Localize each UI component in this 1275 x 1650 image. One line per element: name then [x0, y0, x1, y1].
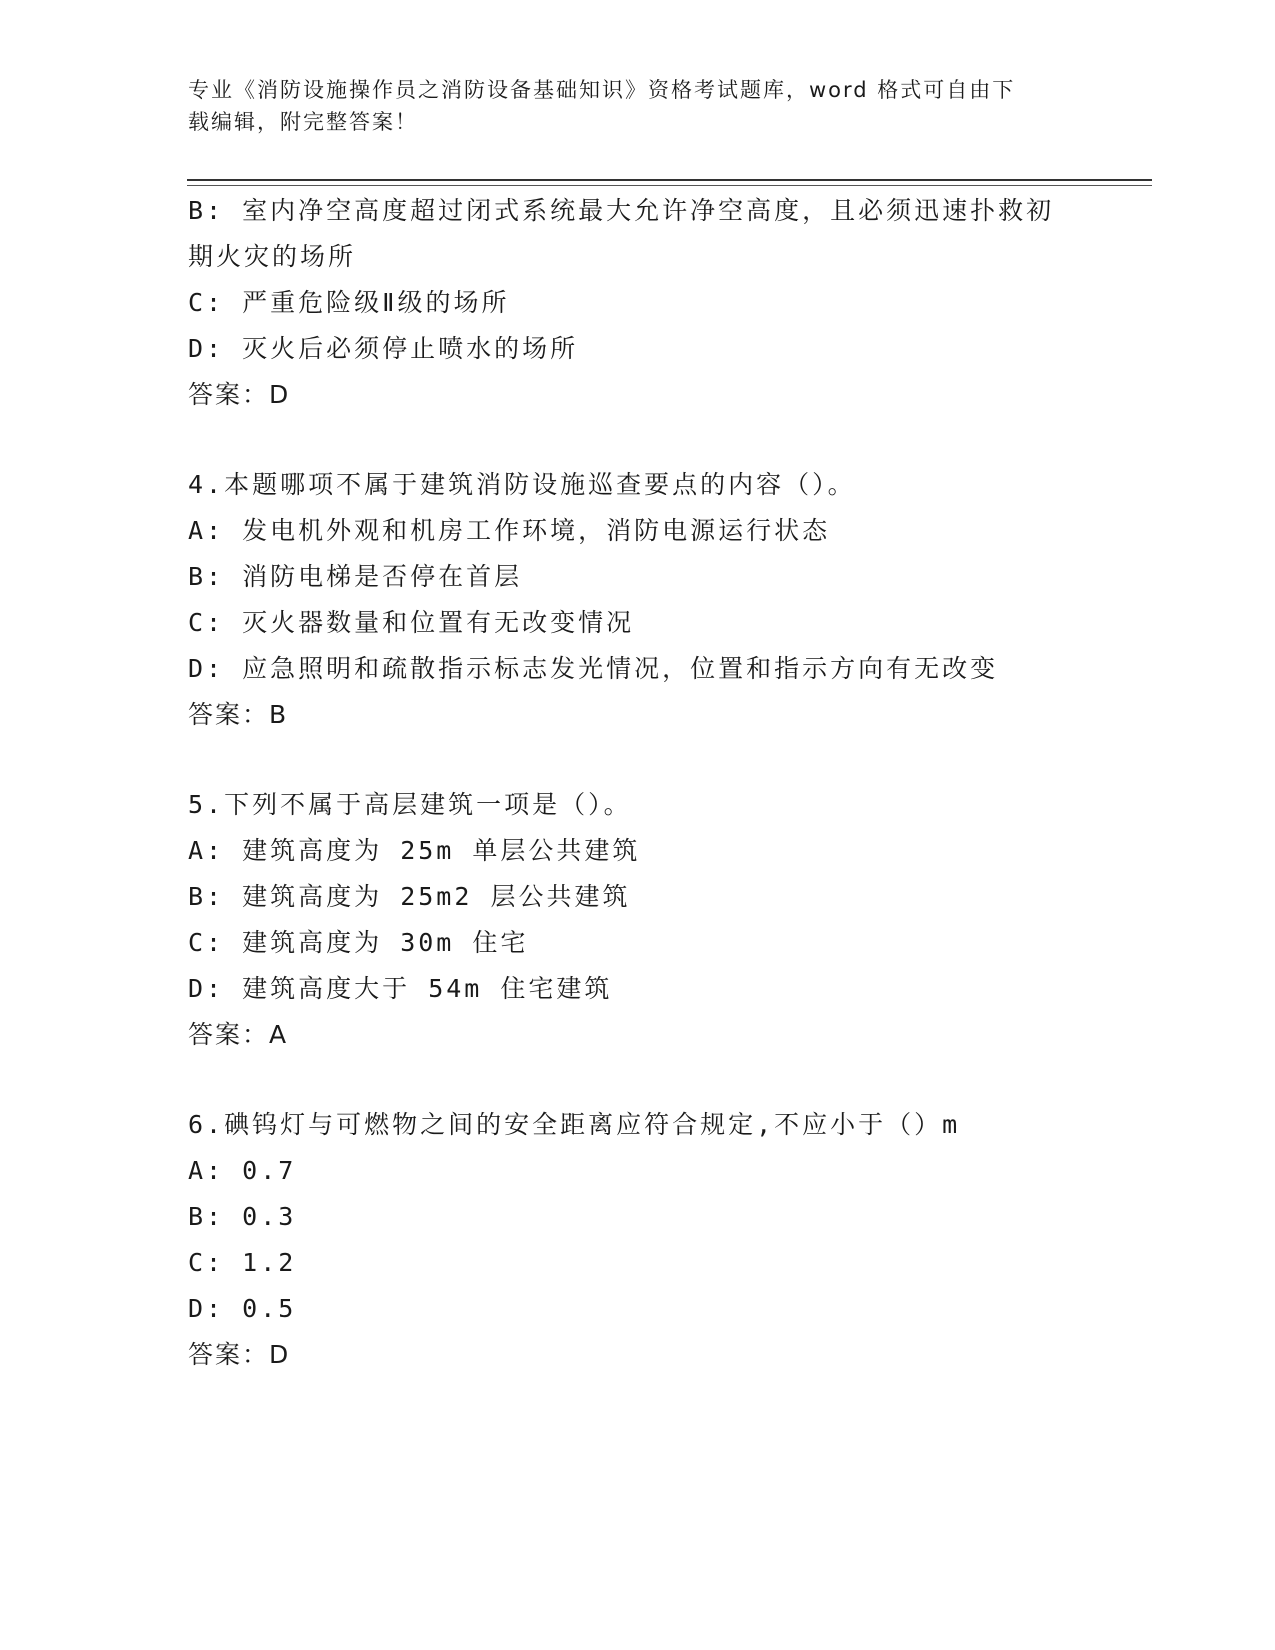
option-d: D: 灭火后必须停止喷水的场所	[188, 334, 579, 363]
header-line-2: 载编辑，附完整答案！	[188, 110, 418, 134]
question-block-5	[188, 782, 1108, 1058]
question-text: 5.下列不属于高层建筑一项是（）。	[188, 790, 632, 819]
document-header	[188, 74, 1068, 138]
question-text: 4.本题哪项不属于建筑消防设施巡查要点的内容（）。	[188, 470, 856, 499]
question-text: 6.碘钨灯与可燃物之间的安全距离应符合规定,不应小于（）m	[188, 1110, 961, 1139]
question-block-4	[188, 462, 1108, 738]
option-a: A: 建筑高度为 25m 单层公共建筑	[188, 836, 641, 865]
question-list	[188, 188, 1108, 1378]
option-c: C: 灭火器数量和位置有无改变情况	[188, 608, 635, 637]
option-b-line-2: 期火灾的场所	[188, 242, 357, 271]
option-a: A: 发电机外观和机房工作环境，消防电源运行状态	[188, 516, 831, 545]
option-c: C: 1.2	[188, 1248, 297, 1277]
question-block-3	[188, 188, 1108, 418]
option-b: B: 建筑高度为 25m2 层公共建筑	[188, 882, 631, 911]
header-divider-thin	[187, 185, 1152, 186]
spacer	[188, 418, 1108, 462]
header-line-1: 专业《消防设施操作员之消防设备基础知识》资格考试题库，word 格式可自由下	[188, 78, 1016, 102]
option-d: D: 0.5	[188, 1294, 297, 1323]
spacer	[188, 1058, 1108, 1102]
option-d: D: 建筑高度大于 54m 住宅建筑	[188, 974, 613, 1003]
header-divider-thick	[187, 179, 1152, 181]
option-d: D: 应急照明和疏散指示标志发光情况，位置和指示方向有无改变	[188, 654, 999, 683]
answer-label: 答案：D	[188, 380, 291, 409]
answer-label: 答案：D	[188, 1340, 291, 1369]
option-b: B: 0.3	[188, 1202, 297, 1231]
answer-label: 答案：B	[188, 700, 289, 729]
option-b: B: 消防电梯是否停在首层	[188, 562, 523, 591]
spacer	[188, 738, 1108, 782]
option-c: C: 严重危险级Ⅱ级的场所	[188, 288, 510, 317]
question-block-6	[188, 1102, 1108, 1378]
answer-label: 答案：A	[188, 1020, 289, 1049]
option-a: A: 0.7	[188, 1156, 297, 1185]
option-c: C: 建筑高度为 30m 住宅	[188, 928, 529, 957]
option-b-line-1: B: 室内净空高度超过闭式系统最大允许净空高度，且必须迅速扑救初	[188, 196, 1055, 225]
